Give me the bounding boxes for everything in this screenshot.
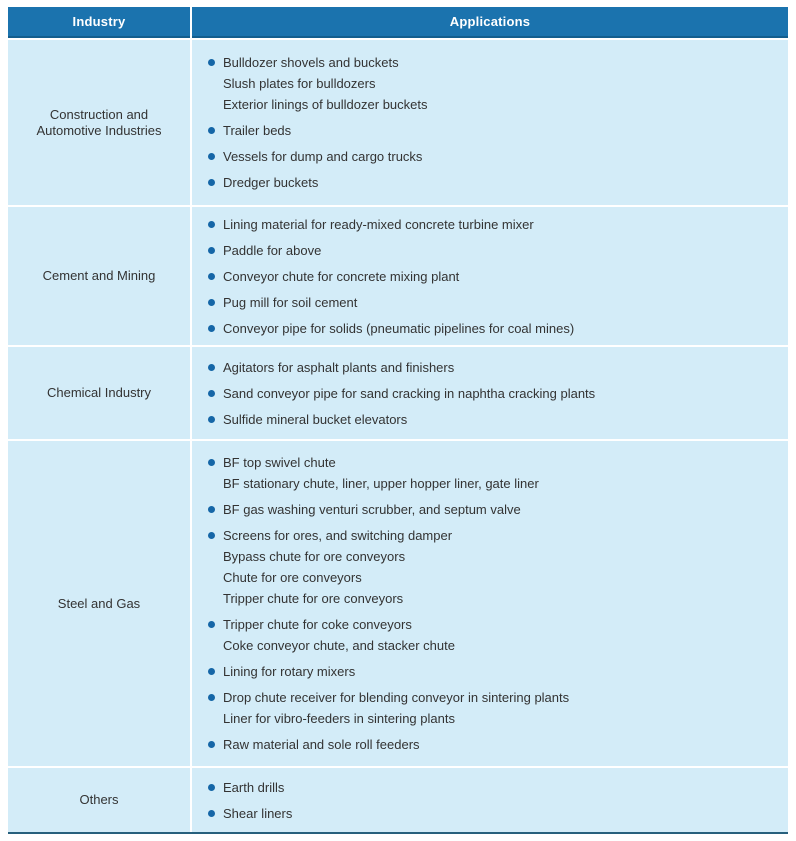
application-item bbox=[208, 148, 776, 165]
bullet-icon bbox=[208, 810, 215, 817]
industry-applications-table bbox=[8, 7, 788, 834]
table-row bbox=[8, 40, 788, 205]
application-text: Coke conveyor chute, and stacker chute bbox=[223, 638, 455, 653]
applications-list bbox=[208, 779, 776, 822]
application-text: BF stationary chute, liner, upper hopper liner, gate liner bbox=[223, 476, 539, 491]
application-item bbox=[208, 805, 776, 822]
application-text: Liner for vibro-feeders in sintering plants bbox=[223, 711, 455, 726]
applications-list bbox=[208, 54, 776, 191]
application-subitem bbox=[208, 569, 776, 586]
application-text: Conveyor chute for concrete mixing plant bbox=[223, 268, 460, 284]
application-item bbox=[208, 689, 776, 706]
industry-cell bbox=[8, 441, 190, 766]
bullet-icon bbox=[208, 741, 215, 748]
table-body bbox=[8, 40, 788, 832]
application-item bbox=[208, 216, 776, 233]
application-text: Chute for ore conveyors bbox=[223, 570, 362, 585]
industry-label: Steel and Gas bbox=[57, 595, 141, 611]
bullet-icon bbox=[208, 273, 215, 280]
industry-label: Cement and Mining bbox=[42, 268, 156, 283]
industry-cell bbox=[8, 207, 190, 345]
application-text: Screens for ores, and switching damper bbox=[223, 528, 453, 543]
application-text: Lining for rotary mixers bbox=[223, 664, 356, 679]
application-text: Raw material and sole roll feeders bbox=[223, 737, 420, 752]
application-text: Vessels for dump and cargo trucks bbox=[223, 149, 423, 164]
table-row bbox=[8, 768, 788, 832]
application-subitem bbox=[208, 548, 776, 565]
bullet-icon bbox=[208, 416, 215, 423]
applications-cell bbox=[192, 347, 788, 439]
application-text: Conveyor pipe for solids (pneumatic pipelines for coal mines) bbox=[223, 320, 575, 336]
application-subitem bbox=[208, 637, 776, 654]
application-item bbox=[208, 174, 776, 191]
applications-cell bbox=[192, 441, 788, 766]
application-item bbox=[208, 411, 776, 428]
application-item bbox=[208, 501, 776, 518]
bullet-icon bbox=[208, 621, 215, 628]
bullet-icon bbox=[208, 59, 215, 66]
column-header-applications bbox=[192, 7, 788, 38]
industry-label: Construction and Automotive Industries bbox=[36, 106, 162, 138]
industry-cell bbox=[8, 768, 190, 832]
application-text: BF gas washing venturi scrubber, and septum valve bbox=[223, 502, 521, 517]
industry-label: Chemical Industry bbox=[46, 385, 152, 400]
table-row bbox=[8, 347, 788, 439]
application-subitem bbox=[208, 710, 776, 727]
application-item bbox=[208, 527, 776, 544]
bullet-icon bbox=[208, 299, 215, 306]
application-item bbox=[208, 663, 776, 680]
industry-cell bbox=[8, 347, 190, 439]
application-subitem bbox=[208, 475, 776, 492]
industry-cell bbox=[8, 40, 190, 205]
application-text: Tripper chute for coke conveyors bbox=[223, 617, 412, 632]
application-item bbox=[208, 616, 776, 633]
application-text: Paddle for above bbox=[223, 242, 322, 258]
applications-cell bbox=[192, 207, 788, 345]
application-item bbox=[208, 122, 776, 139]
column-header-industry bbox=[8, 7, 190, 38]
applications-list bbox=[208, 216, 776, 337]
table-row bbox=[8, 441, 788, 766]
application-subitem bbox=[208, 75, 776, 92]
column-header-applications-label: Applications bbox=[449, 14, 531, 29]
application-text: Earth drills bbox=[223, 779, 285, 795]
table-row bbox=[8, 207, 788, 345]
application-text: Tripper chute for ore conveyors bbox=[223, 591, 404, 606]
application-text: Exterior linings of bulldozer buckets bbox=[223, 97, 428, 112]
application-item bbox=[208, 242, 776, 259]
application-item bbox=[208, 385, 776, 402]
bullet-icon bbox=[208, 325, 215, 332]
table-header-row bbox=[8, 7, 788, 38]
application-text: Shear liners bbox=[223, 805, 293, 821]
application-item bbox=[208, 454, 776, 471]
bullet-icon bbox=[208, 127, 215, 134]
application-text: Agitators for asphalt plants and finishers bbox=[223, 359, 455, 375]
application-text: Slush plates for bulldozers bbox=[223, 76, 376, 91]
application-text: Drop chute receiver for blending conveyor in sintering plants bbox=[223, 690, 570, 705]
application-item bbox=[208, 359, 776, 376]
application-text: Pug mill for soil cement bbox=[223, 294, 358, 310]
application-item bbox=[208, 54, 776, 71]
applications-cell bbox=[192, 768, 788, 832]
bullet-icon bbox=[208, 668, 215, 675]
bullet-icon bbox=[208, 364, 215, 371]
applications-list bbox=[208, 359, 776, 428]
application-text: BF top swivel chute bbox=[223, 455, 336, 470]
bullet-icon bbox=[208, 506, 215, 513]
application-text: Bulldozer shovels and buckets bbox=[223, 55, 399, 70]
application-item bbox=[208, 779, 776, 796]
application-item bbox=[208, 294, 776, 311]
applications-list bbox=[208, 454, 776, 753]
application-text: Dredger buckets bbox=[223, 175, 319, 190]
column-header-industry-label: Industry bbox=[72, 14, 126, 29]
bullet-icon bbox=[208, 459, 215, 466]
bullet-icon bbox=[208, 532, 215, 539]
application-subitem bbox=[208, 96, 776, 113]
application-text: Trailer beds bbox=[223, 123, 292, 138]
bullet-icon bbox=[208, 179, 215, 186]
bullet-icon bbox=[208, 153, 215, 160]
application-text: Bypass chute for ore conveyors bbox=[223, 549, 406, 564]
application-item bbox=[208, 320, 776, 337]
application-text: Sand conveyor pipe for sand cracking in naphtha cracking plants bbox=[223, 385, 596, 401]
application-item bbox=[208, 268, 776, 285]
applications-cell bbox=[192, 40, 788, 205]
application-text: Sulfide mineral bucket elevators bbox=[223, 411, 408, 427]
bullet-icon bbox=[208, 247, 215, 254]
bullet-icon bbox=[208, 694, 215, 701]
application-item bbox=[208, 736, 776, 753]
application-subitem bbox=[208, 590, 776, 607]
bullet-icon bbox=[208, 390, 215, 397]
application-text: Lining material for ready-mixed concrete turbine mixer bbox=[223, 216, 534, 232]
bullet-icon bbox=[208, 784, 215, 791]
industry-label: Others bbox=[79, 792, 119, 807]
bullet-icon bbox=[208, 221, 215, 228]
